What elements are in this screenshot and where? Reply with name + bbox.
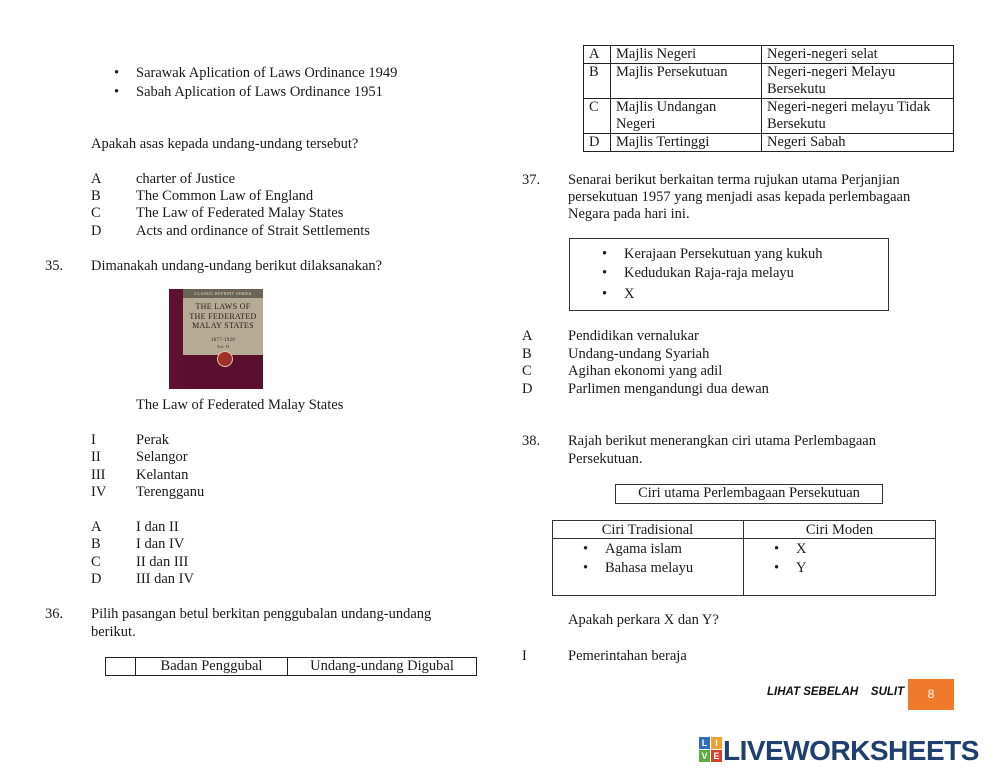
diagram-title: Ciri utama Perlembagaan Persekutuan bbox=[615, 484, 883, 504]
q38-question: Persekutuan. bbox=[568, 451, 643, 467]
row-body bbox=[611, 99, 762, 134]
cell-line: Negeri-negeri melayu Tidak bbox=[767, 99, 931, 115]
option-letter: C bbox=[522, 363, 532, 379]
q34-question: Apakah asas kepada undang-undang tersebut? bbox=[91, 136, 359, 152]
option-letter: A bbox=[91, 519, 102, 535]
logo-letter: V bbox=[699, 750, 710, 762]
statement-numeral: II bbox=[91, 449, 101, 465]
page-number-badge: 8 bbox=[908, 679, 954, 710]
image-caption: The Law of Federated Malay States bbox=[136, 397, 344, 413]
logo-letter: E bbox=[711, 750, 722, 762]
table-row[interactable] bbox=[584, 64, 954, 99]
cell-line: Negeri-negeri Melayu bbox=[767, 64, 896, 80]
table-header-cell: Undang-undang Digubal bbox=[288, 658, 477, 676]
option-text[interactable]: I dan II bbox=[136, 519, 179, 535]
q36-table-body bbox=[583, 45, 954, 152]
option-letter: D bbox=[91, 223, 102, 239]
q37-question: Senarai berikut berkaitan terma rujukan utama Perjanjian bbox=[568, 172, 900, 188]
bullet-item: • Agama islam bbox=[605, 541, 682, 558]
q36-question: berikut. bbox=[91, 624, 136, 640]
cell-line: Majlis Persekutuan bbox=[616, 64, 728, 80]
cell-line: Majlis Tertinggi bbox=[616, 134, 710, 150]
cell-line: Bersekutu bbox=[767, 81, 826, 97]
statement-text: Selangor bbox=[136, 449, 188, 465]
option-letter: C bbox=[91, 205, 101, 221]
option-letter: D bbox=[522, 381, 533, 397]
liveworksheets-logo-icon bbox=[699, 737, 723, 764]
question-number: 36. bbox=[45, 606, 64, 622]
bullet-item: • X bbox=[796, 541, 806, 558]
option-letter: B bbox=[91, 188, 101, 204]
option-letter: B bbox=[91, 536, 101, 552]
logo-letter: L bbox=[699, 737, 710, 749]
option-text[interactable]: Agihan ekonomi yang adil bbox=[568, 363, 723, 379]
row-body bbox=[611, 46, 762, 64]
book-cover-image bbox=[169, 289, 263, 389]
statement-text: Perak bbox=[136, 432, 170, 448]
bullet-item: • Kedudukan Raja-raja melayu bbox=[624, 265, 794, 282]
option-text[interactable]: III dan IV bbox=[136, 571, 194, 587]
statement-text: Terengganu bbox=[136, 484, 205, 500]
option-text[interactable]: II dan III bbox=[136, 554, 189, 570]
q38-question: Rajah berikut menerangkan ciri utama Perlembagaan bbox=[568, 433, 876, 449]
table-row[interactable] bbox=[584, 46, 954, 64]
statement-numeral: IV bbox=[91, 484, 107, 500]
book-volume: Vol. II bbox=[216, 343, 230, 349]
row-law bbox=[762, 64, 954, 99]
table-header-cell: Badan Penggubal bbox=[136, 658, 288, 676]
row-letter: B bbox=[584, 64, 611, 99]
option-text[interactable]: Parlimen mengandungi dua dewan bbox=[568, 381, 769, 397]
row-letter: A bbox=[584, 46, 611, 64]
footer-note: LIHAT SEBELAH SULIT bbox=[767, 686, 905, 698]
statement-text: Kelantan bbox=[136, 467, 189, 483]
bullet-item: • Y bbox=[796, 560, 806, 577]
question-number: 35. bbox=[45, 258, 64, 274]
book-years: 1877-1920 bbox=[210, 337, 236, 343]
q37-question: persekutuan 1957 yang menjadi asas kepada perlembagaan bbox=[568, 189, 911, 205]
liveworksheets-logo-text[interactable]: LIVEWORKSHEETS bbox=[723, 735, 979, 766]
statement-numeral: III bbox=[91, 467, 106, 483]
q36-table-header bbox=[105, 657, 477, 676]
q35-question: Dimanakah undang-undang berikut dilaksanakan? bbox=[91, 258, 383, 274]
book-title-line: THE LAWS OF bbox=[195, 302, 251, 311]
option-text[interactable]: The Common Law of England bbox=[136, 188, 314, 204]
cell-line: Majlis Negeri bbox=[616, 46, 697, 62]
bullet-item: • Sabah Aplication of Laws Ordinance 1951 bbox=[136, 84, 383, 101]
row-letter: D bbox=[584, 134, 611, 152]
book-title-line: THE FEDERATED bbox=[189, 311, 257, 321]
option-text[interactable]: I dan IV bbox=[136, 536, 185, 552]
table-row[interactable] bbox=[584, 99, 954, 134]
bullet-item: • Kerajaan Persekutuan yang kukuh bbox=[624, 246, 823, 263]
logo-letter: I bbox=[711, 737, 722, 749]
statement-numeral: I bbox=[522, 648, 527, 664]
cell-line: Bersekutu bbox=[767, 116, 826, 132]
bullet-item: • Bahasa melayu bbox=[605, 560, 693, 577]
q36-question: Pilih pasangan betul berkitan penggubalan undang-undang bbox=[91, 606, 432, 622]
book-series-band bbox=[183, 289, 263, 298]
cell-line: Negeri bbox=[616, 116, 656, 132]
cell-line: Negeri Sabah bbox=[767, 134, 846, 150]
col-traditional-header: Ciri Tradisional bbox=[601, 522, 694, 538]
statement-text: Pemerintahan beraja bbox=[568, 648, 687, 664]
option-letter: C bbox=[91, 554, 101, 570]
row-body bbox=[611, 64, 762, 99]
bullet-item: • X bbox=[624, 286, 634, 303]
cell-line: Negeri-negeri selat bbox=[767, 46, 878, 62]
row-body bbox=[611, 134, 762, 152]
cell-line: Majlis Undangan bbox=[616, 99, 717, 115]
row-law bbox=[762, 134, 954, 152]
book-emblem-icon bbox=[217, 351, 233, 367]
option-letter: A bbox=[522, 328, 533, 344]
row-law bbox=[762, 99, 954, 134]
col-modern-header: Ciri Moden bbox=[805, 522, 874, 538]
option-text[interactable]: Pendidikan vernalukar bbox=[568, 328, 699, 344]
option-text[interactable]: The Law of Federated Malay States bbox=[136, 205, 344, 221]
book-title bbox=[185, 302, 261, 349]
option-letter: D bbox=[91, 571, 102, 587]
question-number: 38. bbox=[522, 433, 541, 449]
book-title-line: MALAY STATES bbox=[192, 321, 254, 330]
bullet-item: • Sarawak Aplication of Laws Ordinance 1949 bbox=[136, 65, 397, 82]
q37-question: Negara pada hari ini. bbox=[568, 206, 690, 222]
book-series-text: CLASSIC REPRINT SERIES bbox=[194, 291, 252, 296]
table-header-cell bbox=[106, 658, 136, 676]
option-text[interactable]: Acts and ordinance of Strait Settlements bbox=[136, 223, 370, 239]
option-text[interactable]: Undang-undang Syariah bbox=[568, 346, 710, 362]
option-text[interactable]: charter of Justice bbox=[136, 171, 236, 187]
q38-subquestion: Apakah perkara X dan Y? bbox=[568, 612, 719, 628]
row-law bbox=[762, 46, 954, 64]
question-number: 37. bbox=[522, 172, 541, 188]
statement-numeral: I bbox=[91, 432, 96, 448]
table-row[interactable] bbox=[584, 134, 954, 152]
option-letter: B bbox=[522, 346, 532, 362]
option-letter: A bbox=[91, 171, 102, 187]
row-letter: C bbox=[584, 99, 611, 134]
